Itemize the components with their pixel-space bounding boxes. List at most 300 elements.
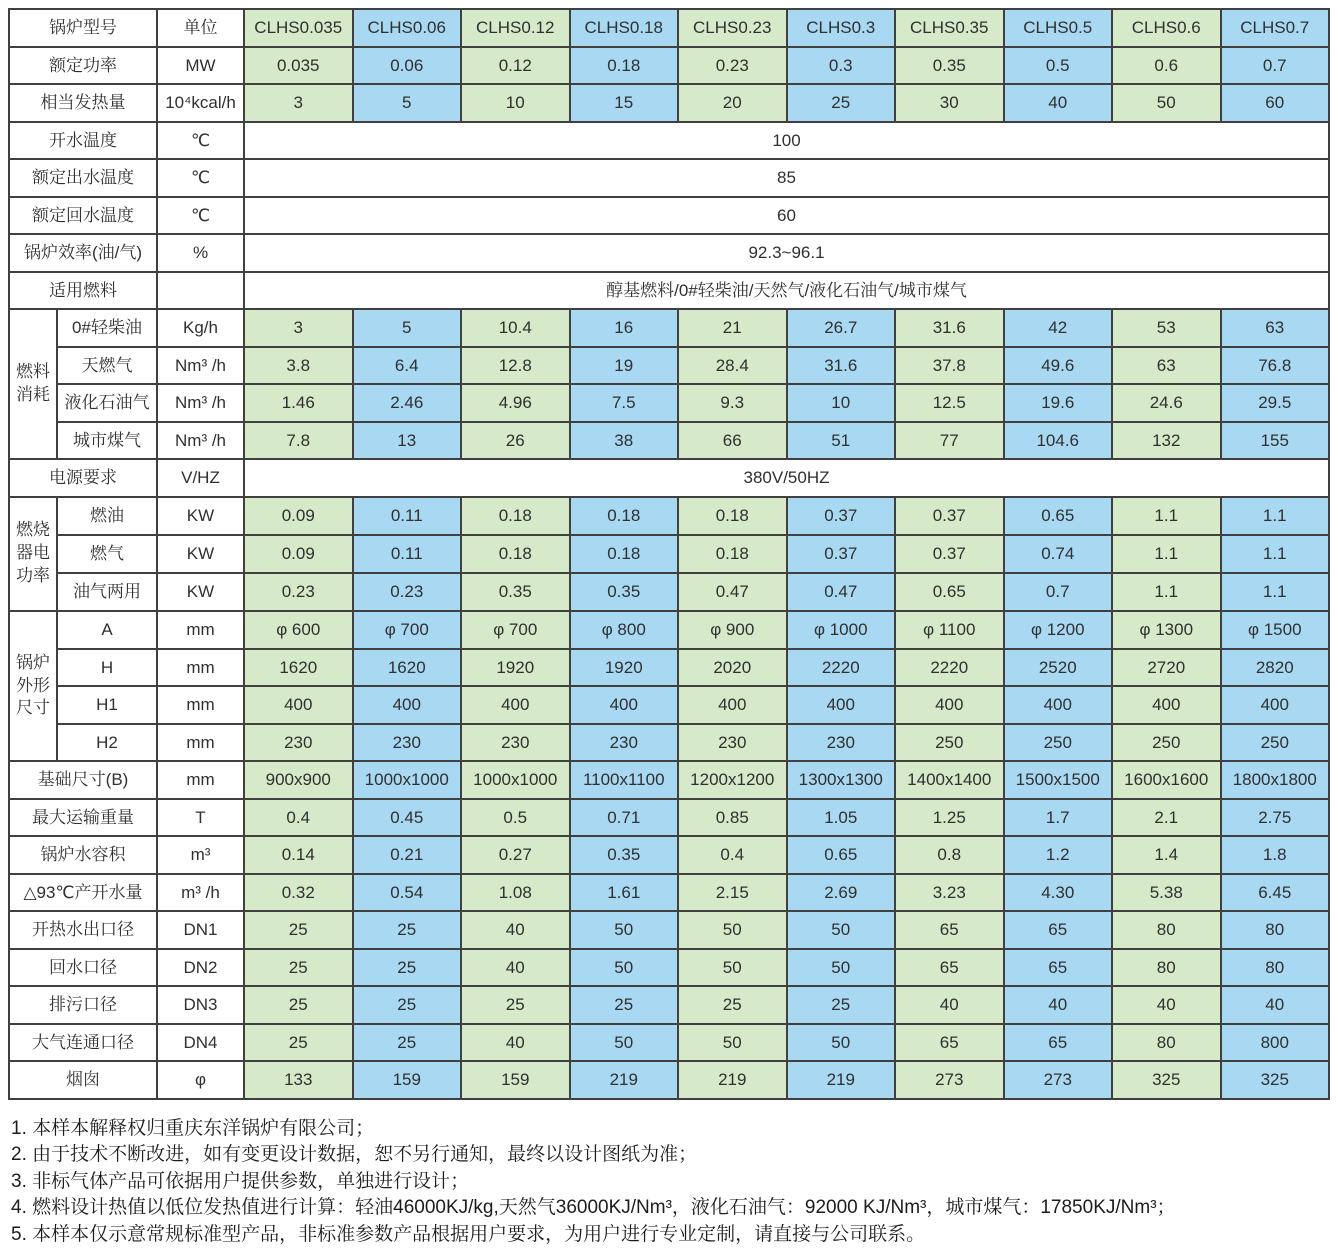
row-label: △93℃产开水量: [9, 874, 157, 912]
value-cell: 50: [787, 1024, 896, 1062]
unit-cell: mm: [157, 724, 244, 762]
value-cell: 219: [570, 1061, 679, 1099]
value-cell: 63: [1112, 347, 1221, 385]
model-header: CLHS0.6: [1112, 9, 1221, 47]
value-cell: 0.65: [1004, 497, 1113, 535]
value-cell: 0.06: [353, 47, 462, 85]
value-cell: 0.85: [678, 799, 787, 837]
value-cell: 325: [1221, 1061, 1330, 1099]
group-label-line: 锅炉: [16, 652, 50, 672]
value-cell: 26: [461, 422, 570, 460]
value-cell: 6.45: [1221, 874, 1330, 912]
value-cell: 0.54: [353, 874, 462, 912]
value-cell: 400: [244, 686, 353, 724]
value-cell: 40: [895, 986, 1004, 1024]
span-value: 380V/50HZ: [244, 459, 1329, 497]
value-cell: 1620: [353, 649, 462, 687]
value-cell: 230: [787, 724, 896, 762]
value-cell: 66: [678, 422, 787, 460]
value-cell: 0.47: [678, 573, 787, 611]
group-label: [9, 309, 57, 459]
value-cell: 26.7: [787, 309, 896, 347]
value-cell: 1920: [461, 649, 570, 687]
unit-cell: Kg/h: [157, 309, 244, 347]
value-cell: 50: [570, 911, 679, 949]
value-cell: 0.12: [461, 47, 570, 85]
unit-cell: DN2: [157, 949, 244, 987]
value-cell: 1.2: [1004, 836, 1113, 874]
value-cell: 0.5: [1004, 47, 1113, 85]
value-cell: 230: [678, 724, 787, 762]
value-cell: 0.09: [244, 497, 353, 535]
row-label: 额定出水温度: [9, 159, 157, 197]
header-unit-label: 单位: [157, 9, 244, 47]
value-cell: 0.37: [787, 535, 896, 573]
value-cell: 0.21: [353, 836, 462, 874]
value-cell: 65: [895, 949, 1004, 987]
value-cell: 1000x1000: [353, 761, 462, 799]
value-cell: 0.18: [461, 497, 570, 535]
value-cell: φ 1000: [787, 611, 896, 649]
model-header: CLHS0.12: [461, 9, 570, 47]
value-cell: 1100x1100: [570, 761, 679, 799]
value-cell: 0.7: [1221, 47, 1330, 85]
row-label: 额定功率: [9, 47, 157, 85]
value-cell: 80: [1221, 949, 1330, 987]
value-cell: 0.23: [244, 573, 353, 611]
value-cell: φ 1100: [895, 611, 1004, 649]
unit-cell: 10⁴kcal/h: [157, 84, 244, 122]
span-value: 100: [244, 122, 1329, 160]
value-cell: 0.09: [244, 535, 353, 573]
value-cell: 25: [244, 911, 353, 949]
value-cell: 1.1: [1221, 497, 1330, 535]
value-cell: 40: [461, 949, 570, 987]
row-label: 大气连通口径: [9, 1024, 157, 1062]
value-cell: 0.35: [570, 836, 679, 874]
unit-cell: Nm³ /h: [157, 422, 244, 460]
value-cell: 0.35: [461, 573, 570, 611]
unit-cell: MW: [157, 47, 244, 85]
value-cell: 0.18: [570, 497, 679, 535]
value-cell: 5: [353, 84, 462, 122]
value-cell: 250: [1112, 724, 1221, 762]
value-cell: 1.46: [244, 384, 353, 422]
value-cell: 50: [570, 1024, 679, 1062]
value-cell: 0.18: [461, 535, 570, 573]
value-cell: 0.11: [353, 497, 462, 535]
value-cell: 25: [244, 986, 353, 1024]
value-cell: 1500x1500: [1004, 761, 1113, 799]
value-cell: 63: [1221, 309, 1330, 347]
row-label: 液化石油气: [57, 384, 157, 422]
value-cell: φ 800: [570, 611, 679, 649]
unit-cell: DN3: [157, 986, 244, 1024]
row-label: H: [57, 649, 157, 687]
unit-cell: m³: [157, 836, 244, 874]
model-header: CLHS0.5: [1004, 9, 1113, 47]
row-label: 最大运输重量: [9, 799, 157, 837]
value-cell: 5: [353, 309, 462, 347]
value-cell: 1920: [570, 649, 679, 687]
value-cell: 77: [895, 422, 1004, 460]
row-label: H2: [57, 724, 157, 762]
model-header: CLHS0.18: [570, 9, 679, 47]
value-cell: 1.7: [1004, 799, 1113, 837]
value-cell: 65: [1004, 911, 1113, 949]
row-label: 燃油: [57, 497, 157, 535]
value-cell: 230: [353, 724, 462, 762]
value-cell: 1.25: [895, 799, 1004, 837]
span-value: 85: [244, 159, 1329, 197]
value-cell: 31.6: [787, 347, 896, 385]
unit-cell: m³ /h: [157, 874, 244, 912]
unit-cell: T: [157, 799, 244, 837]
value-cell: 400: [353, 686, 462, 724]
spec-table-body: [9, 9, 1329, 1099]
value-cell: 1.4: [1112, 836, 1221, 874]
value-cell: 65: [895, 1024, 1004, 1062]
value-cell: 800: [1221, 1024, 1330, 1062]
span-value: 醇基燃料/0#轻柴油/天然气/液化石油气/城市煤气: [244, 272, 1329, 310]
value-cell: 0.35: [570, 573, 679, 611]
model-header: CLHS0.23: [678, 9, 787, 47]
value-cell: 219: [678, 1061, 787, 1099]
value-cell: 155: [1221, 422, 1330, 460]
value-cell: 0.7: [1004, 573, 1113, 611]
unit-cell: mm: [157, 686, 244, 724]
group-label-line: 燃烧: [16, 520, 50, 540]
value-cell: φ 1200: [1004, 611, 1113, 649]
value-cell: 250: [1004, 724, 1113, 762]
value-cell: 2.15: [678, 874, 787, 912]
value-cell: 24.6: [1112, 384, 1221, 422]
value-cell: 40: [461, 911, 570, 949]
value-cell: 400: [787, 686, 896, 724]
group-label: [9, 611, 57, 761]
unit-cell: Nm³ /h: [157, 347, 244, 385]
value-cell: 0.3: [787, 47, 896, 85]
value-cell: 50: [787, 949, 896, 987]
value-cell: 400: [678, 686, 787, 724]
unit-cell: V/HZ: [157, 459, 244, 497]
row-label: 回水口径: [9, 949, 157, 987]
value-cell: 50: [1112, 84, 1221, 122]
value-cell: 7.5: [570, 384, 679, 422]
value-cell: 20: [678, 84, 787, 122]
value-cell: 159: [353, 1061, 462, 1099]
value-cell: 1600x1600: [1112, 761, 1221, 799]
value-cell: 133: [244, 1061, 353, 1099]
value-cell: φ 900: [678, 611, 787, 649]
row-label: 额定回水温度: [9, 197, 157, 235]
unit-cell: mm: [157, 649, 244, 687]
row-label: 锅炉水容积: [9, 836, 157, 874]
value-cell: 12.5: [895, 384, 1004, 422]
value-cell: 0.18: [570, 47, 679, 85]
value-cell: 0.8: [895, 836, 1004, 874]
row-label: H1: [57, 686, 157, 724]
value-cell: 0.27: [461, 836, 570, 874]
row-label: 天燃气: [57, 347, 157, 385]
value-cell: 16: [570, 309, 679, 347]
value-cell: 25: [353, 911, 462, 949]
value-cell: φ 700: [461, 611, 570, 649]
value-cell: 159: [461, 1061, 570, 1099]
value-cell: 80: [1112, 949, 1221, 987]
value-cell: 76.8: [1221, 347, 1330, 385]
value-cell: 19.6: [1004, 384, 1113, 422]
row-label: 0#轻柴油: [57, 309, 157, 347]
value-cell: 50: [678, 949, 787, 987]
value-cell: 4.30: [1004, 874, 1113, 912]
value-cell: 2820: [1221, 649, 1330, 687]
value-cell: 0.45: [353, 799, 462, 837]
model-header: CLHS0.035: [244, 9, 353, 47]
value-cell: 2.69: [787, 874, 896, 912]
value-cell: 40: [461, 1024, 570, 1062]
value-cell: 50: [570, 949, 679, 987]
value-cell: 29.5: [1221, 384, 1330, 422]
span-value: 60: [244, 197, 1329, 235]
value-cell: 2520: [1004, 649, 1113, 687]
row-label: 电源要求: [9, 459, 157, 497]
boiler-spec-table: [8, 8, 1330, 1100]
model-header: CLHS0.3: [787, 9, 896, 47]
unit-cell: ℃: [157, 159, 244, 197]
value-cell: 50: [678, 911, 787, 949]
value-cell: 65: [895, 911, 1004, 949]
group-label-line: 功率: [16, 566, 50, 586]
value-cell: 4.96: [461, 384, 570, 422]
value-cell: 0.11: [353, 535, 462, 573]
row-label: 相当发热量: [9, 84, 157, 122]
value-cell: 0.65: [787, 836, 896, 874]
value-cell: 3: [244, 309, 353, 347]
value-cell: 25: [787, 84, 896, 122]
unit-cell: KW: [157, 535, 244, 573]
value-cell: 1400x1400: [895, 761, 1004, 799]
value-cell: 1.1: [1221, 535, 1330, 573]
value-cell: 0.6: [1112, 47, 1221, 85]
group-label-line: 燃料: [16, 362, 50, 382]
value-cell: 13: [353, 422, 462, 460]
unit-cell: KW: [157, 497, 244, 535]
note-line: 3. 非标气体产品可依据用户提供参数，单独进行设计；: [11, 1170, 470, 1192]
value-cell: 0.4: [678, 836, 787, 874]
group-label: [9, 497, 57, 611]
value-cell: 0.18: [678, 497, 787, 535]
value-cell: 3.8: [244, 347, 353, 385]
value-cell: 0.47: [787, 573, 896, 611]
value-cell: 230: [570, 724, 679, 762]
model-header: CLHS0.7: [1221, 9, 1330, 47]
value-cell: 40: [1004, 84, 1113, 122]
value-cell: 325: [1112, 1061, 1221, 1099]
value-cell: 0.14: [244, 836, 353, 874]
value-cell: 37.8: [895, 347, 1004, 385]
value-cell: 12.8: [461, 347, 570, 385]
value-cell: 28.4: [678, 347, 787, 385]
value-cell: 400: [570, 686, 679, 724]
value-cell: 1.08: [461, 874, 570, 912]
value-cell: 230: [461, 724, 570, 762]
value-cell: 273: [895, 1061, 1004, 1099]
value-cell: 0.37: [895, 497, 1004, 535]
value-cell: 80: [1221, 911, 1330, 949]
value-cell: 15: [570, 84, 679, 122]
value-cell: 2720: [1112, 649, 1221, 687]
value-cell: 2020: [678, 649, 787, 687]
note-line: 2. 由于技术不断改进，如有变更设计数据，恕不另行通知，最终以设计图纸为准；: [11, 1144, 698, 1166]
value-cell: 0.65: [895, 573, 1004, 611]
note-line: 4. 燃料设计热值以低位发热值进行计算：轻油46000KJ/kg,天然气36000KJ/Nm³，液化石油气：92000 KJ/Nm³，城市煤气：17850KJ/Nm³；: [11, 1197, 1176, 1219]
value-cell: 21: [678, 309, 787, 347]
unit-cell: φ: [157, 1061, 244, 1099]
unit-cell: mm: [157, 761, 244, 799]
value-cell: 1.1: [1112, 573, 1221, 611]
value-cell: 2220: [895, 649, 1004, 687]
value-cell: 25: [570, 986, 679, 1024]
value-cell: 0.23: [678, 47, 787, 85]
value-cell: 0.37: [895, 535, 1004, 573]
value-cell: 31.6: [895, 309, 1004, 347]
row-label: 基础尺寸(B): [9, 761, 157, 799]
row-label: 开热水出口径: [9, 911, 157, 949]
value-cell: 132: [1112, 422, 1221, 460]
value-cell: 40: [1221, 986, 1330, 1024]
value-cell: 30: [895, 84, 1004, 122]
value-cell: 0.035: [244, 47, 353, 85]
unit-cell: mm: [157, 611, 244, 649]
span-value: 92.3~96.1: [244, 234, 1329, 272]
value-cell: 7.8: [244, 422, 353, 460]
value-cell: 49.6: [1004, 347, 1113, 385]
value-cell: 0.23: [353, 573, 462, 611]
value-cell: 80: [1112, 911, 1221, 949]
value-cell: 3: [244, 84, 353, 122]
unit-cell: KW: [157, 573, 244, 611]
value-cell: 60: [1221, 84, 1330, 122]
unit-cell: DN1: [157, 911, 244, 949]
row-label: 排污口径: [9, 986, 157, 1024]
value-cell: 1.05: [787, 799, 896, 837]
value-cell: 0.18: [678, 535, 787, 573]
group-label-line: 外形: [16, 675, 50, 695]
value-cell: 2.46: [353, 384, 462, 422]
value-cell: 230: [244, 724, 353, 762]
value-cell: 25: [353, 986, 462, 1024]
value-cell: 51: [787, 422, 896, 460]
value-cell: 400: [1221, 686, 1330, 724]
value-cell: 10: [787, 384, 896, 422]
row-label: A: [57, 611, 157, 649]
value-cell: 2220: [787, 649, 896, 687]
value-cell: 104.6: [1004, 422, 1113, 460]
value-cell: 2.1: [1112, 799, 1221, 837]
unit-cell: Nm³ /h: [157, 384, 244, 422]
value-cell: 50: [787, 911, 896, 949]
unit-cell: %: [157, 234, 244, 272]
value-cell: 5.38: [1112, 874, 1221, 912]
value-cell: 42: [1004, 309, 1113, 347]
value-cell: 2.75: [1221, 799, 1330, 837]
value-cell: φ 1300: [1112, 611, 1221, 649]
value-cell: 0.71: [570, 799, 679, 837]
value-cell: 25: [244, 949, 353, 987]
value-cell: 400: [895, 686, 1004, 724]
row-label: 燃气: [57, 535, 157, 573]
group-label-line: 尺寸: [16, 698, 50, 718]
value-cell: 400: [1004, 686, 1113, 724]
value-cell: φ 600: [244, 611, 353, 649]
value-cell: 1.1: [1112, 497, 1221, 535]
value-cell: 25: [461, 986, 570, 1024]
row-label: 油气两用: [57, 573, 157, 611]
unit-cell: [157, 272, 244, 310]
value-cell: 1620: [244, 649, 353, 687]
value-cell: 25: [353, 949, 462, 987]
value-cell: 25: [244, 1024, 353, 1062]
value-cell: 9.3: [678, 384, 787, 422]
row-label: 适用燃料: [9, 272, 157, 310]
value-cell: 1000x1000: [461, 761, 570, 799]
value-cell: 0.35: [895, 47, 1004, 85]
value-cell: 219: [787, 1061, 896, 1099]
value-cell: 0.5: [461, 799, 570, 837]
value-cell: 0.32: [244, 874, 353, 912]
value-cell: 10.4: [461, 309, 570, 347]
value-cell: 25: [353, 1024, 462, 1062]
value-cell: 1.61: [570, 874, 679, 912]
value-cell: 1200x1200: [678, 761, 787, 799]
value-cell: 400: [1112, 686, 1221, 724]
row-label: 城市煤气: [57, 422, 157, 460]
row-label: 开水温度: [9, 122, 157, 160]
row-label: 锅炉效率(油/气): [9, 234, 157, 272]
unit-cell: ℃: [157, 197, 244, 235]
header-model-label: 锅炉型号: [9, 9, 157, 47]
value-cell: 6.4: [353, 347, 462, 385]
footnotes: [8, 1116, 1330, 1248]
value-cell: 250: [1221, 724, 1330, 762]
value-cell: φ 700: [353, 611, 462, 649]
value-cell: 40: [1004, 986, 1113, 1024]
group-label-line: 消耗: [16, 385, 50, 405]
value-cell: 3.23: [895, 874, 1004, 912]
value-cell: 1800x1800: [1221, 761, 1330, 799]
note-line: 5. 本样本仅示意常规标准型产品，非标准参数产品根据用户要求，为用户进行专业定制，请直接与公司联系。: [11, 1223, 926, 1245]
value-cell: 0.18: [570, 535, 679, 573]
unit-cell: DN4: [157, 1024, 244, 1062]
value-cell: 40: [1112, 986, 1221, 1024]
value-cell: 25: [678, 986, 787, 1024]
value-cell: 1.1: [1221, 573, 1330, 611]
value-cell: 400: [461, 686, 570, 724]
value-cell: 1300x1300: [787, 761, 896, 799]
value-cell: 273: [1004, 1061, 1113, 1099]
value-cell: 0.4: [244, 799, 353, 837]
group-label-line: 器电: [16, 543, 50, 563]
value-cell: φ 1500: [1221, 611, 1330, 649]
row-label: 烟囱: [9, 1061, 157, 1099]
value-cell: 38: [570, 422, 679, 460]
model-header: CLHS0.06: [353, 9, 462, 47]
note-line: 1. 本样本解释权归重庆东洋锅炉有限公司；: [11, 1118, 375, 1139]
value-cell: 65: [1004, 949, 1113, 987]
value-cell: 1.1: [1112, 535, 1221, 573]
value-cell: 53: [1112, 309, 1221, 347]
